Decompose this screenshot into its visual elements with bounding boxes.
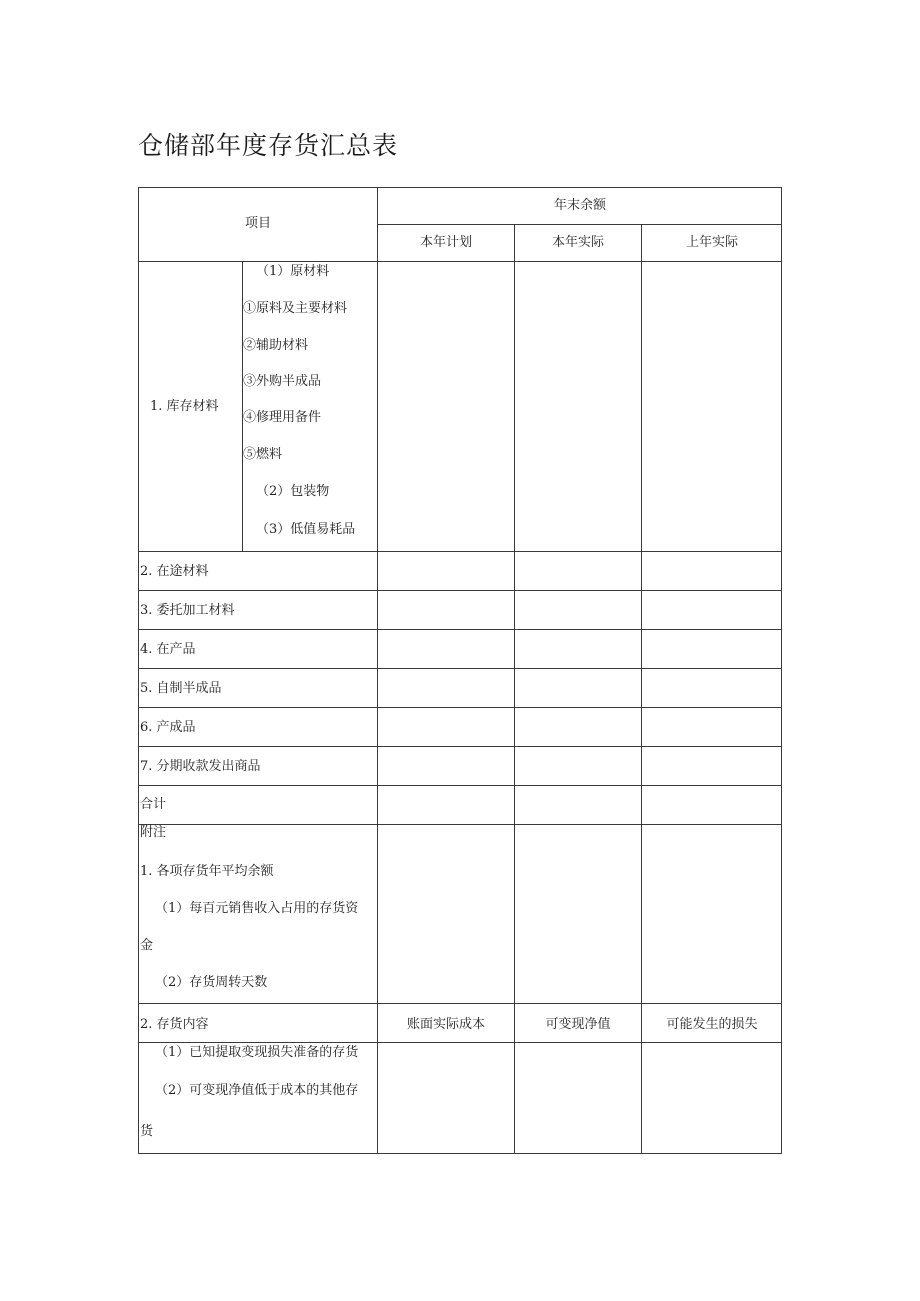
notes-label: 附注 [140, 825, 167, 840]
row-label-consigned-processing: 3. 委托加工材料 [140, 603, 235, 618]
row-line [138, 261, 782, 262]
col-line [641, 224, 642, 1154]
subitem-low-value-consumables: （3）低值易耗品 [256, 522, 356, 537]
row-line [138, 707, 782, 708]
table-border-left [138, 187, 139, 1154]
subitem-raw-materials: （1）原材料 [256, 264, 330, 279]
row-label-total: 合计 [140, 797, 167, 812]
col-book-actual-cost: 账面实际成本 [406, 1017, 485, 1032]
row-line [138, 629, 782, 630]
col-possible-loss: 可能发生的损失 [666, 1017, 758, 1032]
subitem-main-materials: ①原料及主要材料 [243, 301, 348, 316]
header-divider [377, 224, 782, 225]
table-border-top [138, 187, 782, 188]
row-line [138, 746, 782, 747]
col-line [377, 187, 378, 1154]
header-year-end-balance: 年末余额 [553, 198, 606, 213]
col-line [514, 224, 515, 1154]
header-plan-this-year: 本年计划 [419, 235, 472, 250]
content-item-known-provision: （1）已知提取变现损失准备的存货 [155, 1045, 359, 1060]
row-label-self-made-semi-finished: 5. 自制半成品 [140, 681, 222, 696]
notes-avg-balance: 1. 各项存货年平均余额 [140, 864, 274, 879]
row-label-materials-in-transit: 2. 在途材料 [140, 564, 209, 579]
row-label-work-in-progress: 4. 在产品 [140, 642, 196, 657]
content-item-other-line2: 货 [140, 1124, 154, 1139]
col-net-realizable-value: 可变现净值 [545, 1017, 611, 1032]
row-line [138, 551, 782, 552]
header-actual-this-year: 本年实际 [551, 235, 604, 250]
row-line [138, 785, 782, 786]
subitem-purchased-semi-finished: ③外购半成品 [243, 374, 322, 389]
header-actual-last-year: 上年实际 [685, 235, 738, 250]
subitem-repair-spare-parts: ④修理用备件 [243, 410, 322, 425]
subitem-packaging: （2）包装物 [256, 484, 330, 499]
content-item-other-line1: （2）可变现净值低于成本的其他存 [155, 1083, 359, 1098]
row-line [138, 824, 782, 825]
table-border-bottom [138, 1153, 782, 1154]
page-title: 仓储部年度存货汇总表 [138, 131, 399, 160]
row-line [138, 1042, 782, 1043]
subitem-fuel: ⑤燃料 [243, 447, 283, 462]
subitem-auxiliary-materials: ②辅助材料 [243, 338, 309, 353]
row-label-finished-goods: 6. 产成品 [140, 720, 196, 735]
notes-per-hundred-line1: （1）每百元销售收入占用的存货资 [155, 901, 359, 916]
header-item: 项目 [244, 216, 271, 231]
notes-per-hundred-line2: 金 [140, 938, 154, 953]
notes-turnover-days: （2）存货周转天数 [155, 975, 268, 990]
inventory-content-label: 2. 存货内容 [140, 1017, 209, 1032]
row-label-installment-goods: 7. 分期收款发出商品 [140, 759, 261, 774]
row-label-inventory-materials: 1. 库存材料 [150, 399, 219, 414]
row-line [138, 668, 782, 669]
row-line [138, 1003, 782, 1004]
table-border-right [781, 187, 782, 1154]
row-line [138, 590, 782, 591]
